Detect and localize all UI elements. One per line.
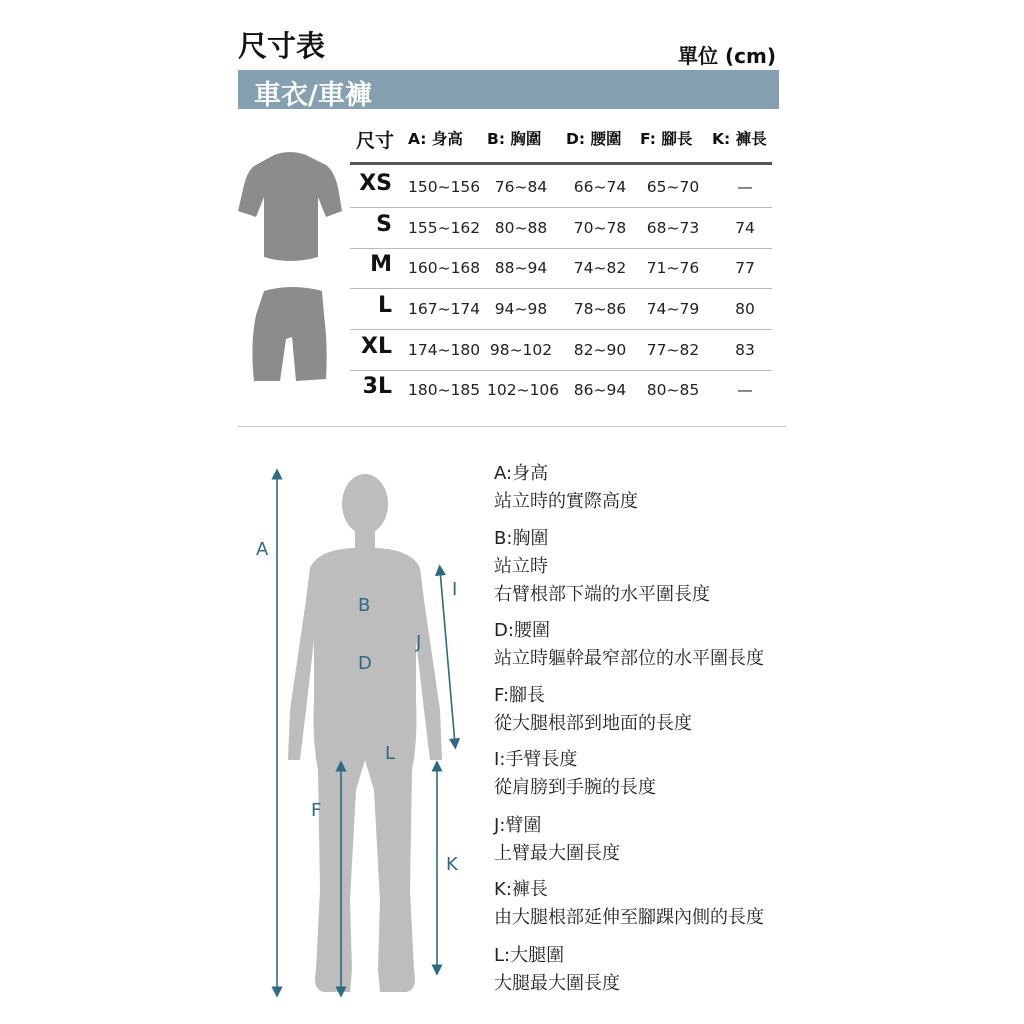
chest-cell: 102~106 [487, 381, 560, 399]
waist-cell: 70~78 [573, 219, 627, 237]
chest-cell: 80~88 [494, 219, 548, 237]
leg-cell: 71~76 [646, 259, 700, 277]
def-line: 從大腿根部到地面的長度 [494, 713, 692, 734]
table-row [350, 248, 772, 289]
label-I: I [452, 579, 458, 600]
def-title: 腳長 [509, 685, 546, 706]
chest-cell: 88~94 [494, 259, 548, 277]
jersey-icon [238, 152, 342, 261]
leg-cell: 68~73 [646, 219, 700, 237]
definition-F: F:腳長 從大腿根部到地面的長度 [494, 682, 692, 738]
def-key: L [494, 945, 505, 966]
page-title: 尺寸表 [238, 29, 326, 63]
table-row [350, 289, 772, 330]
garment-illustrations [230, 145, 350, 390]
category-label: 車衣/車褲 [254, 80, 372, 111]
size-cell: S [376, 212, 392, 237]
def-title: 褲長 [511, 879, 548, 900]
def-key: A [494, 463, 506, 484]
pants-cell: 77 [735, 259, 755, 277]
def-key: J [494, 815, 500, 836]
waist-cell: 74~82 [573, 259, 627, 277]
human-silhouette [288, 474, 442, 992]
bib-shorts-icon [252, 287, 326, 381]
label-F: F [311, 800, 322, 821]
definition-D: D:腰圍 站立時軀幹最窄部位的水平圍長度 [494, 617, 764, 673]
category-banner [238, 70, 779, 109]
waist-cell: 82~90 [573, 341, 627, 359]
size-cell: 3L [362, 374, 392, 399]
definition-J: J:臂圍 上臂最大圍長度 [494, 812, 620, 868]
table-row [350, 370, 772, 410]
waist-cell: 78~86 [573, 300, 627, 318]
leg-cell: 65~70 [646, 178, 700, 196]
def-title: 臂圍 [505, 815, 542, 836]
def-line: 站立時軀幹最窄部位的水平圍長度 [494, 648, 764, 669]
height-cell: 180~185 [408, 381, 481, 399]
pants-cell: — [737, 178, 753, 196]
table-row [350, 330, 772, 371]
def-key: B [494, 528, 507, 549]
label-J: J [416, 632, 422, 653]
unit-label: 單位 (cm) [678, 44, 776, 68]
header-waist: D: 腰圍 [566, 130, 622, 148]
pants-cell: 83 [735, 341, 755, 359]
size-cell: L [377, 293, 392, 318]
leg-cell: 74~79 [646, 300, 700, 318]
chest-cell: 98~102 [489, 341, 553, 359]
header-leg-length: F: 腳長 [640, 130, 693, 148]
definition-K: K:褲長 由大腿根部延伸至腳踝內側的長度 [494, 876, 764, 932]
label-K: K [446, 854, 458, 875]
waist-cell: 86~94 [573, 381, 627, 399]
size-cell: M [370, 252, 392, 277]
def-line: 站立時 [494, 556, 548, 577]
pants-cell: 74 [735, 219, 755, 237]
def-title: 胸圍 [512, 528, 549, 549]
label-L: L [385, 743, 396, 764]
def-title: 手臂長度 [505, 749, 578, 770]
size-cell: XS [359, 171, 392, 196]
def-line: 上臂最大圍長度 [494, 843, 620, 864]
header-rule [350, 162, 772, 165]
section-divider [238, 426, 786, 427]
label-B: B [358, 595, 371, 616]
size-cell: XL [361, 334, 392, 359]
height-cell: 155~162 [408, 219, 481, 237]
def-key: F [494, 685, 503, 706]
pants-cell: 80 [735, 300, 755, 318]
label-D: D [358, 653, 372, 674]
leg-cell: 80~85 [646, 381, 700, 399]
def-line: 從肩膀到手腕的長度 [494, 777, 656, 798]
definition-I: I:手臂長度 從肩膀到手腕的長度 [494, 746, 656, 802]
def-line: 站立時的實際高度 [494, 491, 638, 512]
chest-cell: 94~98 [494, 300, 548, 318]
def-line: 右臂根部下端的水平圍長度 [494, 584, 710, 605]
table-row [350, 167, 772, 208]
waist-cell: 66~74 [573, 178, 627, 196]
def-key: D [494, 620, 508, 641]
def-line: 大腿最大圍長度 [494, 973, 620, 994]
def-line: 由大腿根部延伸至腳踝內側的長度 [494, 907, 764, 928]
height-cell: 174~180 [408, 341, 481, 359]
def-key: I [494, 749, 500, 770]
body-measurement-figure [240, 460, 480, 1005]
definition-B: B:胸圍 站立時 右臂根部下端的水平圍長度 [494, 525, 710, 609]
def-title: 身高 [512, 463, 549, 484]
height-cell: 167~174 [408, 300, 481, 318]
definition-A: A:身高 站立時的實際高度 [494, 460, 638, 516]
header-pants-length: K: 褲長 [712, 130, 767, 148]
height-cell: 150~156 [408, 178, 481, 196]
chest-cell: 76~84 [494, 178, 548, 196]
header-size: 尺寸 [356, 130, 395, 152]
table-row [350, 208, 772, 249]
definition-L: L:大腿圍 大腿最大圍長度 [494, 942, 620, 998]
label-A: A [256, 539, 269, 560]
header-height: A: 身高 [408, 130, 463, 148]
leg-cell: 77~82 [646, 341, 700, 359]
height-cell: 160~168 [408, 259, 481, 277]
pants-cell: — [737, 381, 753, 399]
def-key: K [494, 879, 506, 900]
def-title: 腰圍 [513, 620, 550, 641]
header-chest: B: 胸圍 [487, 130, 542, 148]
def-title: 大腿圍 [510, 945, 565, 966]
